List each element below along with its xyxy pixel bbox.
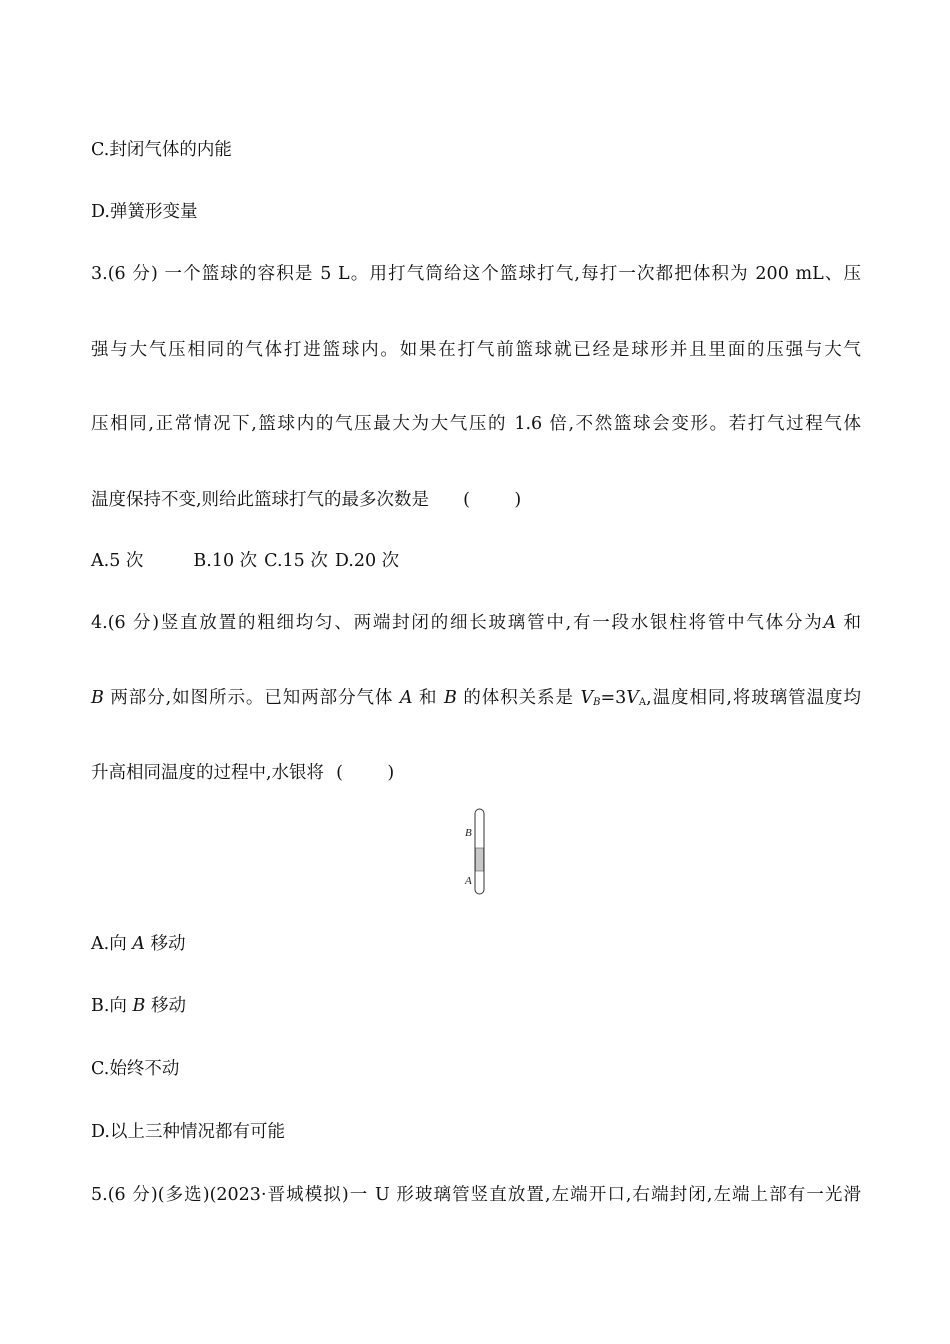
glass-tube-figure	[460, 808, 500, 898]
q4-option-b	[91, 994, 186, 1018]
q4-line-1	[91, 611, 861, 635]
q3-option-d: D.20 次	[334, 551, 400, 571]
q4-sub-b: B	[593, 697, 601, 708]
q2-option-d: D.弹簧形变量	[91, 202, 198, 222]
q4-line-2-a: 两部分,如图所示。已知两部分气体	[110, 688, 394, 708]
q3-option-c: C.15 次	[264, 551, 328, 571]
q4-line-2-b: 和	[419, 688, 438, 708]
q3-line-2: 强与大气压相同的气体打进篮球内。如果在打气前篮球就已经是球形并且里面的压强与大气	[91, 340, 861, 360]
q4-option-a-var: A	[132, 934, 145, 954]
q4-line-2	[91, 686, 861, 715]
q3-stem-end: 温度保持不变,则给此篮球打气的最多次数是	[91, 490, 430, 510]
q4-option-b-var: B	[132, 996, 146, 1016]
q3-line-3: 压相同,正常情况下,篮球内的气压最大为大气压的 1.6 倍,不然篮球会变形。若打气过程气体	[91, 414, 861, 434]
q4-option-a	[91, 932, 186, 956]
q4-option-b-post: 移动	[150, 996, 186, 1016]
q4-line-3	[91, 761, 394, 785]
q4-var-b-2: B	[443, 688, 457, 708]
q4-sub-a: A	[638, 697, 647, 708]
q4-option-a-pre: A.向	[91, 934, 127, 954]
q4-line-2-c: 的体积关系是	[463, 688, 574, 708]
q4-v-b: V	[580, 688, 594, 708]
q3-answer-bracket: ( )	[463, 490, 522, 510]
q4-var-a: A	[823, 613, 837, 633]
label-b: B	[465, 827, 472, 839]
q3-option-a: A.5 次	[91, 551, 144, 571]
q4-option-a-post: 移动	[150, 934, 186, 954]
q4-line-2-d: ,温度相同,将玻璃管温度均	[646, 688, 861, 708]
q4-var-b: B	[91, 688, 104, 708]
q4-stem-end: 升高相同温度的过程中,水银将	[91, 763, 325, 783]
q4-volume-relation	[580, 688, 646, 708]
q4-eq: =3	[600, 688, 627, 708]
label-a: A	[465, 875, 472, 887]
q3-line-1: 3.(6 分) 一个篮球的容积是 5 L。用打气筒给这个篮球打气,每打一次都把体积为 200 mL、压	[91, 264, 861, 284]
q4-var-a-2: A	[399, 688, 413, 708]
q4-option-b-pre: B.向	[91, 996, 127, 1016]
q3-line-4	[91, 488, 521, 512]
q5-line-1: 5.(6 分)(多选)(2023·晋城模拟)一 U 形玻璃管竖直放置,左端开口,右端封闭,左端上部有一光滑	[91, 1185, 861, 1205]
q4-answer-bracket: ( )	[336, 763, 395, 783]
q4-v-a: V	[626, 688, 639, 708]
q4-option-c: C.始终不动	[91, 1059, 180, 1079]
mercury-column	[476, 848, 484, 871]
q4-option-d: D.以上三种情况都有可能	[91, 1122, 285, 1142]
q2-option-c: C.封闭气体的内能	[91, 140, 232, 160]
q3-options	[91, 549, 399, 573]
q4-line-1-end: 和	[843, 613, 861, 633]
q3-option-b: B.10 次	[193, 551, 258, 571]
q4-line-1-text: 4.(6 分)竖直放置的粗细均匀、两端封闭的细长玻璃管中,有一段水银柱将管中气体分为	[91, 613, 824, 633]
